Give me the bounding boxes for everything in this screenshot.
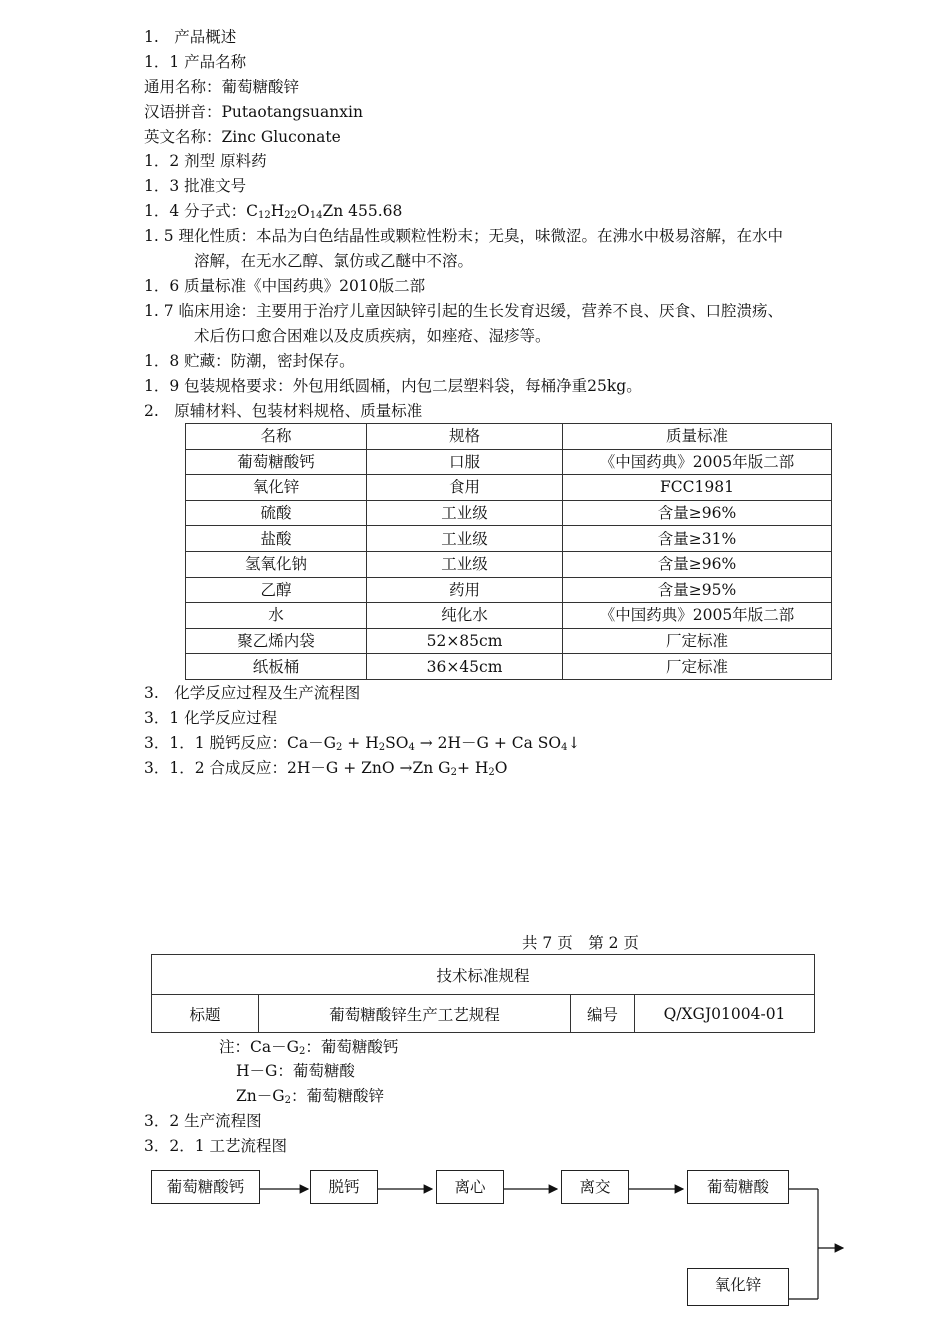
clinical-use-line-1: 1. 7 临床用途：主要用于治疗儿童因缺锌引起的生长发育迟缓，营养不良、厌食、口腔溃疡、 bbox=[144, 302, 784, 320]
column-header: 规格 bbox=[367, 424, 563, 450]
pinyin-name: 汉语拼音：Putaotangsuanxin bbox=[144, 103, 363, 121]
header-title: 技术标准规程 bbox=[152, 955, 815, 995]
table-cell: 食用 bbox=[367, 475, 563, 501]
decalcification-reaction: 3．1．1 脱钙反应：$Ca-G_2 + H_2SO_4 \to 2H-G + Ca$ $SO_4↓$ bbox=[144, 734, 581, 753]
table-cell: 纯化水 bbox=[367, 603, 563, 629]
table-cell: 药用 bbox=[367, 577, 563, 603]
storage: 1．8 贮藏：防潮，密封保存。 bbox=[144, 352, 355, 370]
column-header: 质量标准 bbox=[563, 424, 832, 450]
header-document-code: Q/XGJ01004-01 bbox=[635, 995, 815, 1033]
table-cell: 纸板桶 bbox=[186, 654, 367, 680]
generic-name: 通用名称：葡萄糖酸锌 bbox=[144, 78, 300, 96]
properties-line-1: 1. 5 理化性质：本品为白色结晶性或颗粒性粉末；无臭，味微涩。在沸水中极易溶解，在水中 bbox=[144, 227, 784, 245]
packaging: 1．9 包装规格要求：外包用纸圆桶，内包二层塑料袋，每桶净重25kg。 bbox=[144, 377, 642, 395]
table-cell: 聚乙烯内袋 bbox=[186, 628, 367, 654]
table-cell: 氧化锌 bbox=[186, 475, 367, 501]
synthesis-reaction: 3．1．2 合成反应：2H－G + ZnO →Zn $G_2+ H_2O$ bbox=[144, 759, 508, 778]
table-cell: 厂定标准 bbox=[563, 628, 832, 654]
table-cell: 工业级 bbox=[367, 500, 563, 526]
english-name: 英文名称：Zinc Gluconate bbox=[144, 128, 341, 146]
approval-number: 1．3 批准文号 bbox=[144, 177, 247, 195]
table-cell: 《中国药典》2005年版二部 bbox=[563, 449, 832, 475]
section-1-heading: 1. 产品概述 bbox=[144, 28, 237, 46]
section-1-1-title: 1．1 产品名称 bbox=[144, 53, 247, 71]
table-cell: 水 bbox=[186, 603, 367, 629]
page-number: 共 7 页 第 2 页 bbox=[522, 934, 639, 952]
header-document-title: 葡萄糖酸锌生产工艺规程 bbox=[259, 995, 571, 1033]
table-cell: 葡萄糖酸钙 bbox=[186, 449, 367, 475]
note-gluconic-acid: H－G：葡萄糖酸 bbox=[236, 1062, 355, 1080]
header-code-label: 编号 bbox=[571, 995, 635, 1033]
dosage-form: 1．2 剂型 原料药 bbox=[144, 152, 267, 170]
table-cell: 含量≥96% bbox=[563, 551, 832, 577]
section-3-2-title: 3．2 生产流程图 bbox=[144, 1112, 262, 1130]
header-title-label: 标题 bbox=[152, 995, 259, 1033]
properties-line-2: 溶解，在无水乙醇、氯仿或乙醚中不溶。 bbox=[194, 252, 474, 270]
section-3-heading: 3. 化学反应过程及生产流程图 bbox=[144, 684, 361, 702]
table-cell: 52×85cm bbox=[367, 628, 563, 654]
molecular-formula: 1．4 分子式：$C_{12}H_{22}O_{14}Zn$ 455.68 bbox=[144, 202, 403, 221]
table-cell: 含量≥96% bbox=[563, 500, 832, 526]
flow-step-gluconic-acid: 葡萄糖酸 bbox=[687, 1170, 789, 1204]
table-cell: FCC1981 bbox=[563, 475, 832, 501]
table-cell: 含量≥95% bbox=[563, 577, 832, 603]
note-zinc-gluconate: $Zn-G_2$：葡萄糖酸锌 bbox=[236, 1087, 385, 1106]
table-cell: 《中国药典》2005年版二部 bbox=[563, 603, 832, 629]
flow-step-decalcification: 脱钙 bbox=[310, 1170, 378, 1204]
table-cell: 氢氧化钠 bbox=[186, 551, 367, 577]
table-cell: 厂定标准 bbox=[563, 654, 832, 680]
clinical-use-line-2: 术后伤口愈合困难以及皮质疾病，如痤疮、湿疹等。 bbox=[194, 327, 551, 345]
note-calcium-gluconate: 注：$Ca-G_2$：葡萄糖酸钙 bbox=[219, 1038, 399, 1057]
section-3-1-title: 3．1 化学反应过程 bbox=[144, 709, 278, 727]
table-cell: 硫酸 bbox=[186, 500, 367, 526]
table-cell: 口服 bbox=[367, 449, 563, 475]
column-header: 名称 bbox=[186, 424, 367, 450]
table-cell: 36×45cm bbox=[367, 654, 563, 680]
table-cell: 工业级 bbox=[367, 551, 563, 577]
flow-input-zinc-oxide: 氧化锌 bbox=[687, 1268, 789, 1306]
flow-step-calcium-gluconate: 葡萄糖酸钙 bbox=[151, 1170, 260, 1204]
section-2-heading: 2. 原辅材料、包装材料规格、质量标准 bbox=[144, 402, 423, 420]
table-cell: 含量≥31% bbox=[563, 526, 832, 552]
flow-step-ion-exchange: 离交 bbox=[561, 1170, 629, 1204]
flow-step-centrifuge: 离心 bbox=[436, 1170, 504, 1204]
table-cell: 工业级 bbox=[367, 526, 563, 552]
table-cell: 盐酸 bbox=[186, 526, 367, 552]
quality-standard: 1．6 质量标准《中国药典》2010版二部 bbox=[144, 277, 426, 295]
section-3-2-1-title: 3．2．1 工艺流程图 bbox=[144, 1137, 288, 1155]
table-cell: 乙醇 bbox=[186, 577, 367, 603]
